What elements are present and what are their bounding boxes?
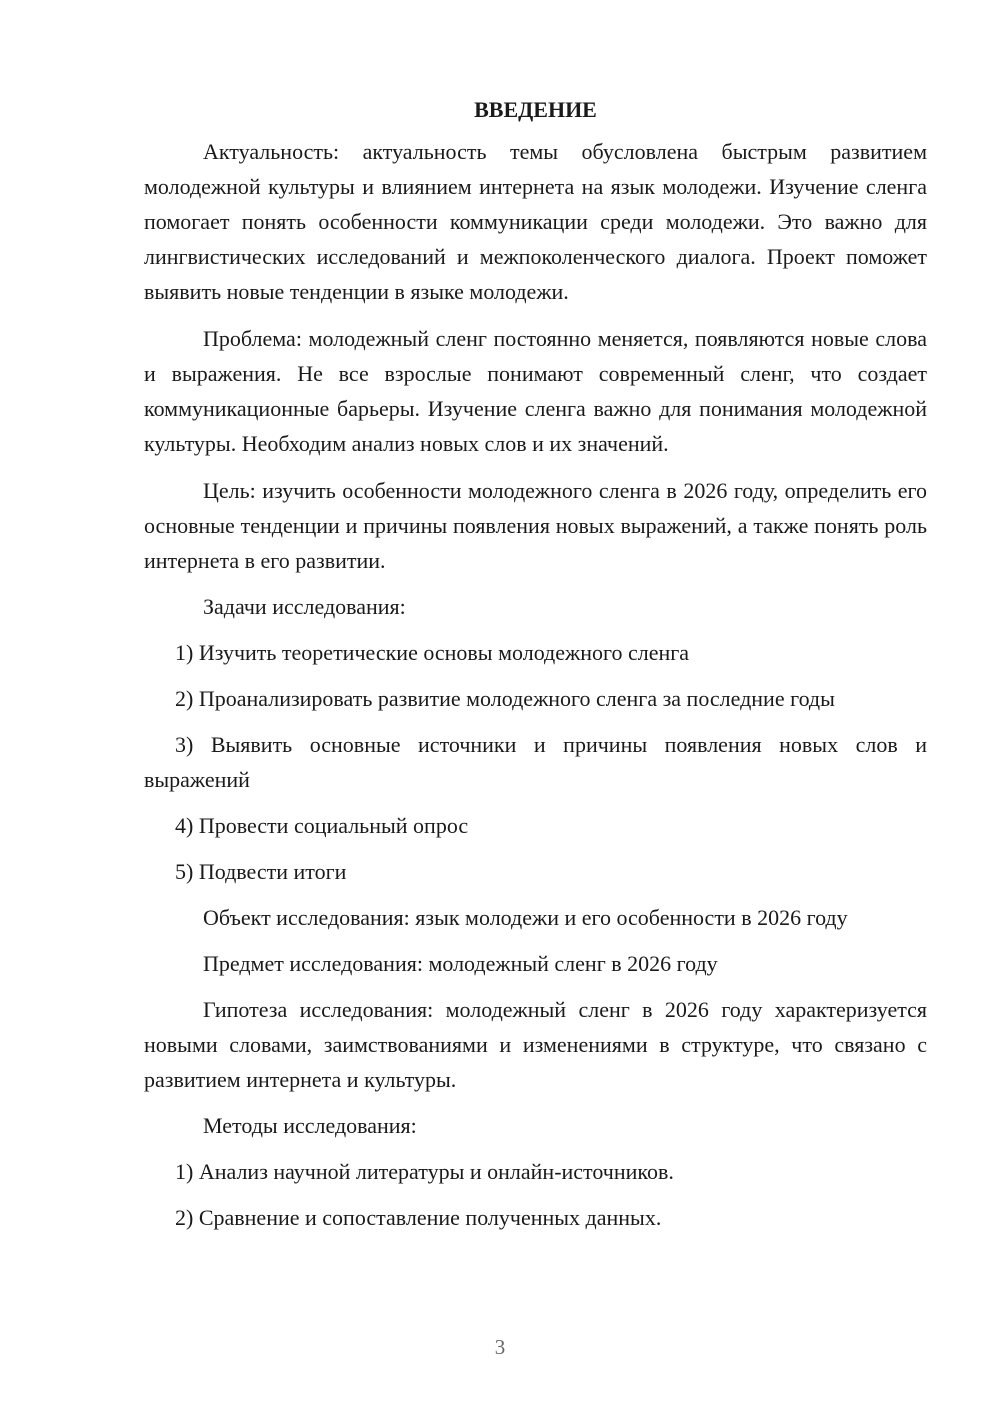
research-object: Объект исследования: язык молодежи и его особенности в 2026 году	[203, 905, 848, 930]
methods-heading: Методы исследования:	[203, 1113, 417, 1138]
page-number: 3	[494, 1335, 506, 1359]
task-item-5: 5) Подвести итоги	[175, 859, 347, 884]
research-subject: Предмет исследования: молодежный сленг в 2026 году	[203, 951, 718, 976]
task-item-2: 2) Проанализировать развитие молодежного сленга за последние годы	[175, 686, 835, 711]
method-item-1: 1) Анализ научной литературы и онлайн-источников.	[175, 1159, 674, 1184]
research-hypothesis: Гипотеза исследования: молодежный сленг в 2026 году характеризуется новыми словами, заимствованиями и изменениями в структуре, что связано с развитием интернета и культуры.	[144, 997, 927, 1092]
section-title: ВВЕДЕНИЕ	[474, 97, 597, 122]
page-body	[144, 94, 927, 1235]
goal-paragraph: Цель: изучить особенности молодежного сленга в 2026 году, определить его основные тенденции и причины появления новых выражений, а также понять роль интернета в его развитии.	[144, 478, 927, 573]
problem-paragraph: Проблема: молодежный сленг постоянно меняется, появляются новые слова и выражения. Не все взрослые понимают современный сленг, что создает коммуникационные барьеры. Изучение сленга важно для понимания молодежной культуры. Необходим анализ новых слов и их значений.	[144, 326, 927, 456]
task-item-1: 1) Изучить теоретические основы молодежного сленга	[175, 640, 690, 665]
tasks-heading: Задачи исследования:	[203, 594, 406, 619]
task-item-3: 3) Выявить основные источники и причины появления новых слов и выражений	[144, 732, 927, 792]
task-item-4: 4) Провести социальный опрос	[175, 813, 469, 838]
relevance-paragraph: Актуальность: актуальность темы обусловлена быстрым развитием молодежной культуры и влиянием интернета на язык молодежи. Изучение сленга помогает понять особенности коммуникации среди молодежи. Это важно для лингвистических исследований и межпоколенческого диалога. Проект поможет выявить новые тенденции в языке молодежи.	[144, 139, 927, 304]
method-item-2: 2) Сравнение и сопоставление полученных данных.	[175, 1205, 662, 1230]
